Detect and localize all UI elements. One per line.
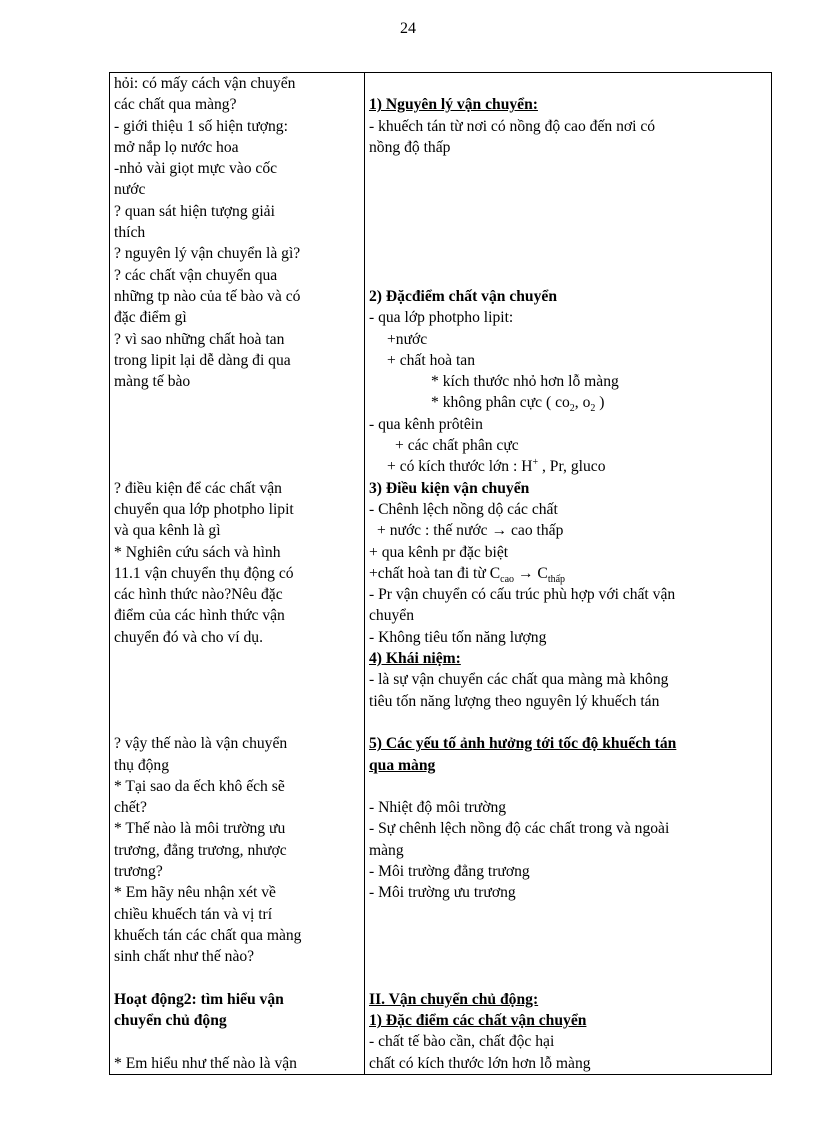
section-heading: 3) Điều kiện vận chuyển <box>369 479 530 497</box>
blank-line <box>369 712 767 733</box>
section-heading: qua màng <box>369 756 436 774</box>
right-line: + các chất phân cực <box>395 437 519 455</box>
left-line: các hình thức nào?Nêu đặc <box>114 586 283 604</box>
left-line: chuyển qua lớp photpho lipit <box>114 500 294 518</box>
text-part: ) <box>595 394 605 412</box>
blank-line <box>114 691 360 712</box>
page-number: 24 <box>400 20 416 37</box>
left-line: các chất qua màng? <box>114 96 237 114</box>
activity-heading: Hoạt động2: tìm hiểu vận <box>114 990 284 1008</box>
blank-line <box>369 158 767 179</box>
teacher-activity-column <box>110 73 365 1075</box>
blank-line <box>114 1031 360 1052</box>
left-line: ? các chất vận chuyển qua <box>114 266 278 284</box>
blank-line <box>369 222 767 243</box>
text-part: → C <box>514 564 548 582</box>
activity-heading: chuyển chủ động <box>114 1012 227 1030</box>
left-line: sinh chất như thế nào? <box>114 948 255 966</box>
text-part: , Pr, gluco <box>538 458 606 476</box>
right-line: +nước <box>387 330 428 348</box>
left-line: ? nguyên lý vận chuyển là gì? <box>114 245 301 263</box>
section-heading: 1) Đặc điểm các chất vận chuyển <box>369 1012 587 1030</box>
left-line: ? quan sát hiện tượng giải <box>114 202 275 220</box>
text-part: +chất hoà tan đi từ C <box>369 564 501 582</box>
blank-line <box>369 946 767 967</box>
right-line: chuyển <box>369 607 415 625</box>
left-line: mở nắp lọ nước hoa <box>114 138 239 156</box>
blank-line <box>114 456 360 477</box>
left-line: * Thế nào là môi trường ưu <box>114 820 286 838</box>
right-line: màng <box>369 841 404 859</box>
left-line: thích <box>114 224 146 242</box>
left-line: đặc điểm gì <box>114 309 187 327</box>
right-line: - Pr vận chuyển có cấu trúc phù hợp với chất vận <box>369 586 676 604</box>
blank-line <box>369 243 767 264</box>
right-line <box>369 392 767 413</box>
left-line: khuếch tán các chất qua màng <box>114 926 302 944</box>
right-line <box>369 456 767 477</box>
right-line: * kích thước nhỏ hơn lỗ màng <box>431 373 619 391</box>
text-part: , o <box>574 394 591 412</box>
left-line: ? vậy thế nào là vận chuyển <box>114 735 288 753</box>
left-line: 11.1 vận chuyển thụ động có <box>114 564 294 582</box>
left-line: trương? <box>114 862 163 880</box>
table-row <box>110 73 772 1075</box>
lesson-table <box>109 72 772 1075</box>
right-line: + chất hoà tan <box>387 351 476 369</box>
subscript: 2 <box>590 403 596 415</box>
left-line: * Em hãy nêu nhận xét về <box>114 884 276 902</box>
blank-line <box>114 648 360 669</box>
left-line: trong lipit lại dễ dàng đi qua <box>114 351 291 369</box>
right-line: - Nhiệt độ môi trường <box>369 799 507 817</box>
left-line: chiều khuếch tán và vị trí <box>114 905 273 923</box>
superscript: + <box>532 457 539 469</box>
left-line: hỏi: có mấy cách vận chuyển <box>114 75 296 92</box>
left-line: chuyển đó và cho ví dụ. <box>114 628 263 646</box>
right-line: - Chênh lệch nồng dộ các chất <box>369 500 558 518</box>
right-line: + qua kênh pr đặc biệt <box>369 543 509 561</box>
right-line: - Không tiêu tốn năng lượng <box>369 628 547 646</box>
blank-line <box>114 435 360 456</box>
blank-line <box>114 414 360 435</box>
blank-line <box>114 669 360 690</box>
left-line: * Em hiểu như thế nào là vận <box>114 1054 297 1072</box>
right-line: - Môi trường đẳng trương <box>369 862 530 880</box>
right-line: chất có kích thước lớn hơn lỗ màng <box>369 1054 591 1072</box>
right-line: tiêu tốn năng lượng theo nguyên lý khuếch tán <box>369 692 660 710</box>
subscript: thấp <box>547 573 566 585</box>
text-part: * không phân cực ( co <box>431 394 570 412</box>
right-line: + nước : thế nước → cao thấp <box>377 522 564 540</box>
section-heading: 4) Khái niệm: <box>369 650 461 668</box>
right-line: - qua kênh prôtêin <box>369 415 483 433</box>
left-line: ? điều kiện để các chất vận <box>114 479 282 497</box>
right-line: nồng độ thấp <box>369 138 451 156</box>
right-line: - Sự chênh lệch nồng độ các chất trong và ngoài <box>369 820 670 838</box>
right-line: - là sự vận chuyển các chất qua màng mà không <box>369 671 669 689</box>
left-line: * Nghiên cứu sách và hình <box>114 543 281 561</box>
left-line: trương, đẳng trương, nhược <box>114 841 287 859</box>
right-line <box>369 563 767 584</box>
left-line: và qua kênh là gì <box>114 522 221 540</box>
left-line: * Tại sao da ếch khô ếch sẽ <box>114 777 285 795</box>
left-line: điểm của các hình thức vận <box>114 607 285 625</box>
blank-line <box>369 265 767 286</box>
left-line: chết? <box>114 799 147 817</box>
section-heading: 5) Các yếu tố ảnh hưởng tới tốc độ khuếch tán <box>369 735 677 753</box>
blank-line <box>114 712 360 733</box>
right-line: - Môi trường ưu trương <box>369 884 516 902</box>
left-line: ? vì sao những chất hoà tan <box>114 330 285 348</box>
left-line: - giới thiệu 1 số hiện tượng: <box>114 117 288 135</box>
left-line: những tp nào của tế bào và có <box>114 287 301 305</box>
left-line: -nhỏ vài giọt mực vào cốc <box>114 160 278 178</box>
blank-line <box>369 904 767 925</box>
blank-line <box>369 73 767 94</box>
blank-line <box>369 179 767 200</box>
left-line: thụ động <box>114 756 170 774</box>
content-column <box>365 73 772 1075</box>
blank-line <box>369 201 767 222</box>
blank-line <box>369 925 767 946</box>
text-part: + có kích thước lớn : H <box>387 458 533 476</box>
right-line: - chất tế bào cần, chất độc hại <box>369 1033 555 1051</box>
section-heading: II. Vận chuyển chủ động: <box>369 990 539 1008</box>
left-line: nước <box>114 181 146 199</box>
blank-line <box>114 967 360 988</box>
right-line: - qua lớp photpho lipit: <box>369 309 514 327</box>
subscript: 2 <box>569 403 575 415</box>
section-heading: 2) Đặcđiểm chất vận chuyển <box>369 287 557 305</box>
blank-line <box>369 967 767 988</box>
blank-line <box>369 776 767 797</box>
blank-line <box>114 392 360 413</box>
left-line: màng tế bào <box>114 373 191 391</box>
section-heading: 1) Nguyên lý vận chuyển: <box>369 96 538 114</box>
subscript: cao <box>500 573 515 585</box>
right-line: - khuếch tán từ nơi có nồng độ cao đến nơi có <box>369 117 656 135</box>
